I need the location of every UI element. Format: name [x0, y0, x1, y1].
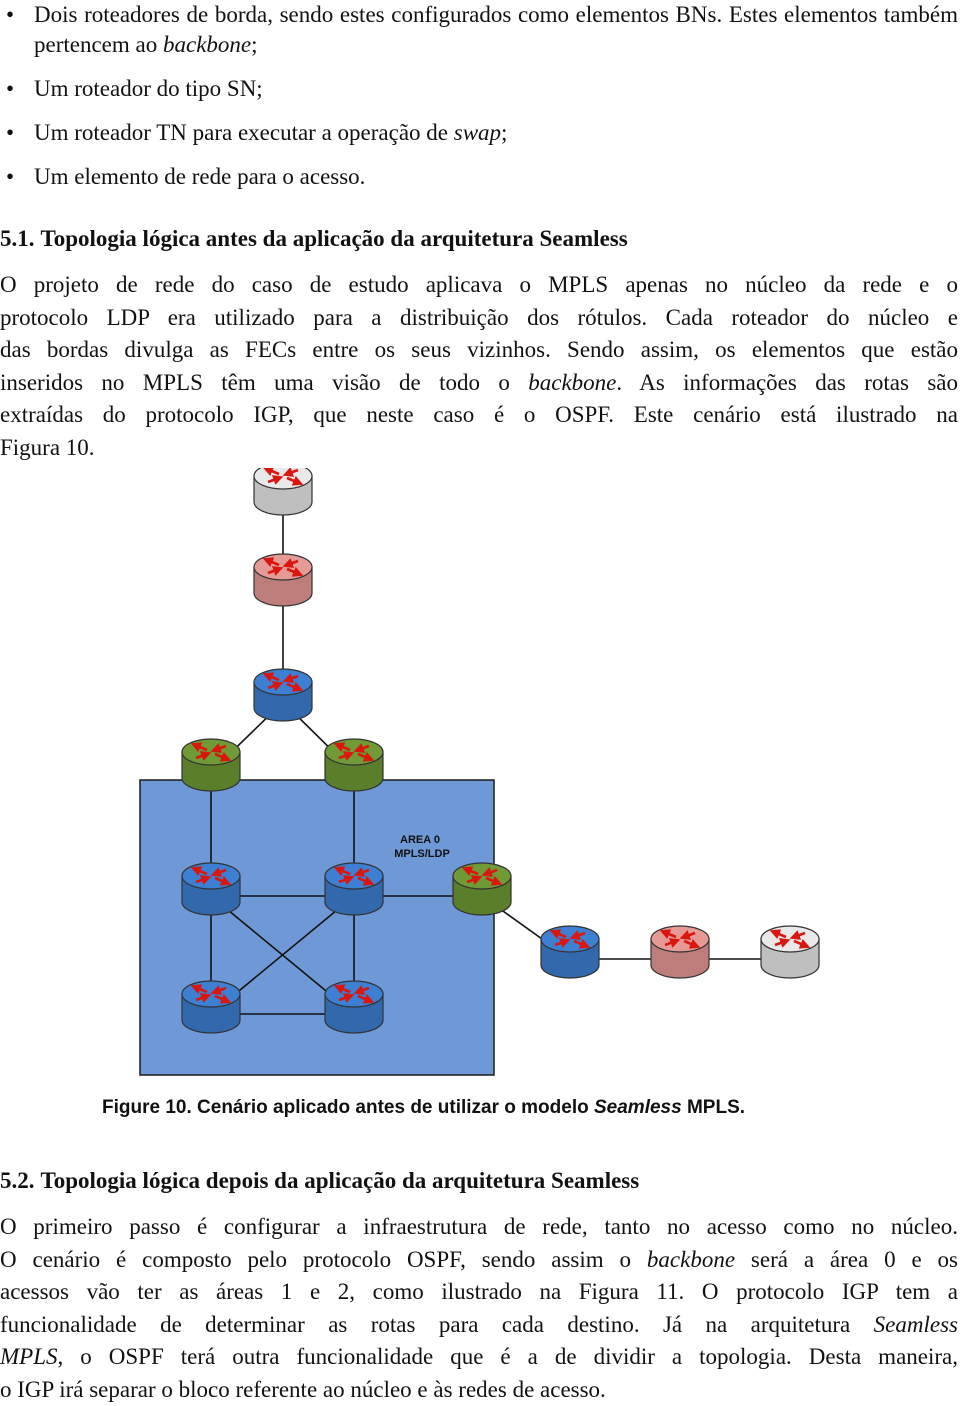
bullet-icon: • [6, 74, 14, 104]
list-item-emphasis: backbone [163, 32, 251, 57]
text-emphasis: MPLS [0, 1344, 58, 1369]
bullet-icon: • [6, 118, 14, 148]
paragraph-line [0, 1309, 958, 1342]
router-blue-access-icon [541, 926, 599, 978]
list-item [0, 162, 958, 192]
list-item-emphasis: swap [454, 120, 501, 145]
text-run: protocolo LDP era utilizado para a distribuição dos rótulos. Cada roteador do núcleo e [0, 305, 958, 330]
text-run: extraídas do protocolo IGP, que neste caso é o OSPF. Este cenário está ilustrado na [0, 402, 958, 427]
paragraph-line [0, 1211, 958, 1244]
figure-caption [102, 1097, 745, 1119]
paragraph-line [0, 399, 958, 432]
bullet-list [0, 0, 958, 192]
router-blue-core-icon [182, 863, 240, 915]
paragraph-line [0, 302, 958, 335]
paragraph-line [0, 1244, 958, 1277]
text-run: o IGP irá separar o bloco referente ao núcleo e às redes de acesso. [0, 1377, 606, 1402]
router-white-access-icon [761, 926, 819, 978]
list-item-text: Um roteador TN para executar a operação de [34, 120, 454, 145]
text-run: Figura 10. [0, 435, 95, 460]
list-item-text: ; [501, 120, 507, 145]
area-label: AREA 0 [400, 834, 440, 846]
text-run: O primeiro passo é configurar a infraestrutura de rede, tanto no acesso como no núcleo. [0, 1214, 958, 1239]
section-heading-5-1 [0, 224, 628, 254]
text-run: . As informações das rotas são [616, 370, 958, 395]
section-heading-5-2 [0, 1166, 639, 1196]
section-number: 5.1. [0, 226, 35, 251]
text-run: inseridos no MPLS têm uma visão de todo o [0, 370, 528, 395]
caption-emphasis: Seamless [594, 1097, 682, 1118]
bullet-icon: • [6, 162, 14, 192]
caption-text: MPLS. [682, 1097, 745, 1118]
text-emphasis: backbone [528, 370, 616, 395]
router-blue-core-icon [325, 981, 383, 1033]
paragraph-line [0, 1276, 958, 1309]
topology-diagram [120, 468, 840, 1088]
caption-text: Figure 10. Cenário aplicado antes de utilizar o modelo [102, 1097, 594, 1118]
paragraph-line [0, 1341, 958, 1374]
list-item-text: Um elemento de rede para o acesso. [34, 164, 365, 189]
router-blue-core-icon [182, 981, 240, 1033]
section-paragraph-5-1 [0, 269, 958, 464]
list-item [0, 0, 958, 60]
router-white-top-icon [254, 468, 312, 515]
list-item-text: Um roteador do tipo SN; [34, 76, 263, 101]
router-pink-top-icon [254, 554, 312, 606]
bullet-icon: • [6, 0, 14, 30]
list-item [0, 74, 958, 104]
paragraph-line [0, 269, 958, 302]
section-number: 5.2. [0, 1168, 35, 1193]
text-run: funcionalidade de determinar as rotas para cada destino. Já na arquitetura [0, 1312, 874, 1337]
router-pink-access-icon [651, 926, 709, 978]
paragraph-line [0, 1374, 958, 1406]
text-emphasis: backbone [647, 1247, 735, 1272]
router-green-right-icon [325, 739, 383, 791]
area-sublabel: MPLS/LDP [394, 848, 450, 860]
router-blue-core-icon [325, 863, 383, 915]
text-run: , o OSPF terá outra funcionalidade que é a de dividir a topologia. Desta maneira, [58, 1344, 959, 1369]
router-green-left-icon [182, 739, 240, 791]
router-blue-top-icon [254, 669, 312, 721]
section-title: Topologia lógica depois da aplicação da arquitetura Seamless [41, 1168, 640, 1193]
text-run: O projeto de rede do caso de estudo aplicava o MPLS apenas no núcleo da rede e o [0, 272, 958, 297]
paragraph-line [0, 432, 958, 465]
section-paragraph-5-2 [0, 1211, 958, 1406]
paragraph-line [0, 334, 958, 367]
list-item [0, 118, 958, 148]
list-item-text: ; [251, 32, 257, 57]
text-emphasis: Seamless [874, 1312, 958, 1337]
paragraph-line [0, 367, 958, 400]
text-run: será a área 0 e os [735, 1247, 958, 1272]
router-green-edge-icon [453, 863, 511, 915]
list-item-text: Dois roteadores de borda, sendo estes configurados como elementos BNs. Estes elementos também pertencem ao [34, 2, 958, 57]
text-run: acessos vão ter as áreas 1 e 2, como ilustrado na Figura 11. O protocolo IGP tem a [0, 1279, 958, 1304]
text-run: O cenário é composto pelo protocolo OSPF, sendo assim o [0, 1247, 647, 1272]
network-topology-figure [120, 468, 840, 1088]
section-title: Topologia lógica antes da aplicação da arquitetura Seamless [41, 226, 628, 251]
text-run: das bordas divulga as FECs entre os seus vizinhos. Sendo assim, os elementos que estão [0, 337, 958, 362]
